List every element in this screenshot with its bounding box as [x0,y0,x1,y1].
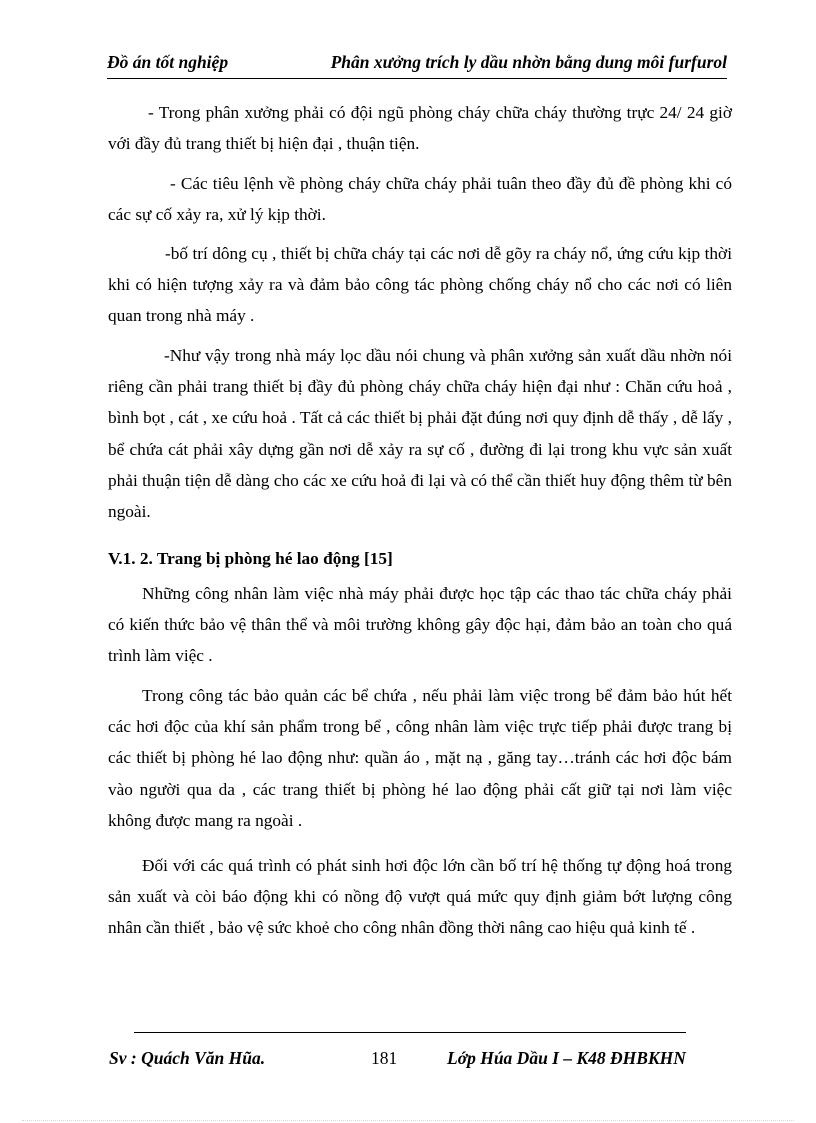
page-edge-divider [22,1120,794,1121]
header-thesis-label: Đồ án tốt nghiệp [107,52,229,72]
paragraph-refinery-equipment: -Như vậy trong nhà máy lọc dầu nói chung và phân xưởng sản xuất dầu nhờn nói riêng cần phải trang thiết bị đầy đủ phòng cháy chữa cháy hiện đại như : Chăn cứu hoả , bình bọt , cát , xe cứu hoả . Tất cả các thiết bị phải đặt đúng nơi quy định dễ thấy , dễ lấy , bể chứa cát phải xây dựng gần nơi dễ xảy ra sự cố , đường đi lại trong khu vực sản xuất phải thuận tiện dễ dàng cho các xe cứu hoả đi lại và có thể cần thiết huy động thêm từ bên ngoài. [108,346,732,522]
section-heading: V.1. 2. Trang bị phòng hé lao động [15] [108,549,393,568]
paragraph-equipment-placement: -bố trí dông cụ , thiết bị chữa cháy tại các nơi dễ gõy ra cháy nổ, ứng cứu kịp thời khi có hiện tượng xảy ra và đảm bảo công tác phòng chống cháy nổ cho các nơi có liên quan trong nhà máy . [108,244,732,326]
page-number: 181 [371,1048,398,1068]
page-header [107,52,727,79]
paragraph-tank-work: Trong công tác bảo quản các bể chứa , nếu phải làm việc trong bể đảm bảo hút hết các hơi độc của khí sản phẩm trong bể , công nhân làm việc trực tiếp phải được trang bị các thiết bị phòng hé lao động như: quần áo , mặt nạ , găng tay…tránh các hơi độc bám vào người qua da , các trang thiết bị phòng hé lao động phải cất giữ tại nơi làm việc không được mang ra ngoài . [108,686,732,830]
paragraph-automation: Đối với các quá trình có phát sinh hơi độc lớn cần bố trí hệ thống tự động hoá trong sản xuất và còi báo động khi có nồng độ vượt quá mức quy định giảm bớt lượng công nhân cần thiết , bảo vệ sức khoẻ cho công nhân đồng thời nâng cao hiệu quả kinh tế . [108,856,732,938]
paragraph-fire-rules: - Các tiêu lệnh về phòng cháy chữa cháy phải tuân theo đầy đủ đề phòng khi có các sự cố xảy ra, xử lý kịp thời. [108,174,732,225]
paragraph-fire-team: - Trong phân xưởng phải có đội ngũ phòng cháy chữa cháy thường trực 24/ 24 giờ với đầy đủ trang thiết bị hiện đại , thuận tiện. [108,103,732,154]
footer-student: Sv : Quách Văn Hũa. [109,1048,266,1068]
footer-class: Lớp Húa Dầu I – K48 ĐHBKHN [447,1048,686,1068]
paragraph-worker-training: Những công nhân làm việc nhà máy phải được học tập các thao tác chữa cháy phải có kiến thức bảo vệ thân thể và môi trường không gây độc hại, đảm bảo an toàn cho quá trình làm việc . [108,584,732,666]
footer-divider [134,1032,686,1033]
header-thesis-title: Phân xưởng trích ly dầu nhờn bằng dung môi furfurol [330,52,727,72]
